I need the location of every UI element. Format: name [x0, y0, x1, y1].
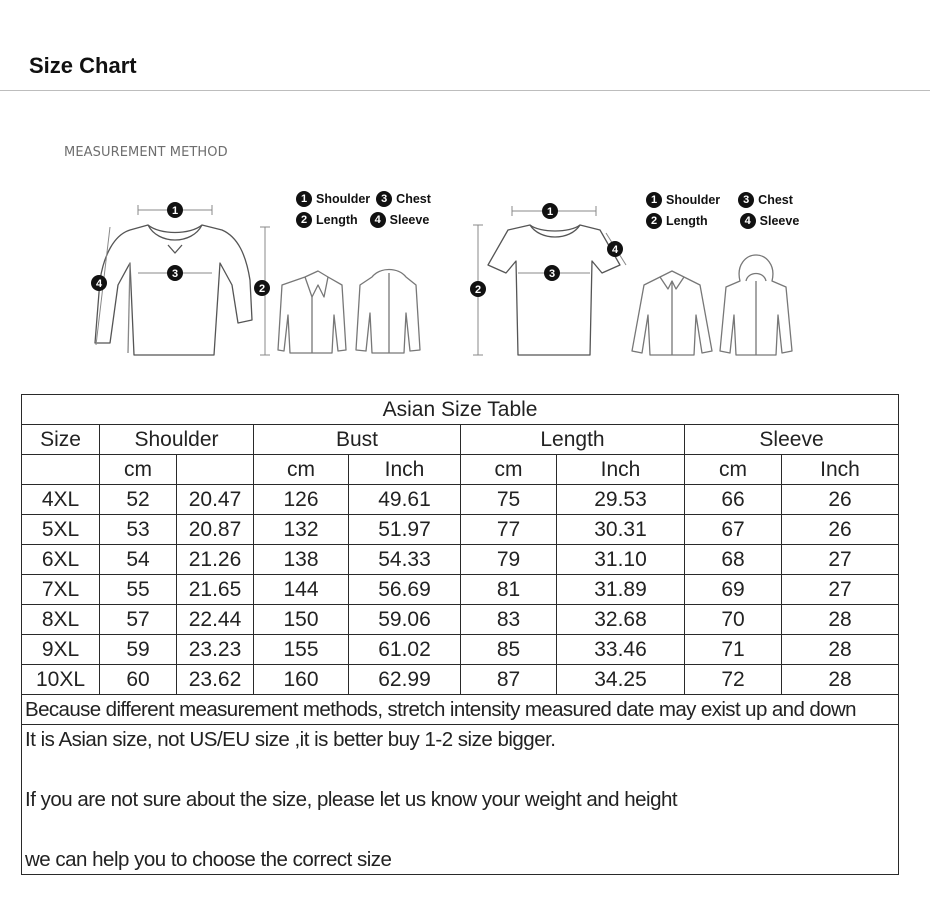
table-cell: 155	[254, 635, 349, 665]
tip-line: If you are not sure about the size, please let us know your weight and height	[25, 788, 678, 811]
table-cell: 59.06	[349, 605, 461, 635]
table-cell: 28	[782, 665, 899, 695]
table-cell: 23.23	[177, 635, 254, 665]
badge-icon: 1	[296, 191, 312, 207]
table-cell: 66	[685, 485, 782, 515]
table-row	[22, 605, 899, 635]
unit-header: cm	[254, 455, 349, 485]
svg-text:1: 1	[171, 205, 179, 217]
header-length: Length	[461, 425, 685, 455]
size-table	[21, 394, 899, 875]
unit-header: cm	[685, 455, 782, 485]
hoodie-illustration	[720, 255, 792, 355]
table-row	[22, 485, 899, 515]
svg-text:3: 3	[171, 268, 179, 280]
table-row	[22, 635, 899, 665]
table-cell: 150	[254, 605, 349, 635]
table-cell: 21.65	[177, 575, 254, 605]
table-cell: 4XL	[22, 485, 100, 515]
svg-text:4: 4	[611, 244, 619, 256]
tip-line: It is Asian size, not US/EU size ,it is better buy 1-2 size bigger.	[25, 728, 556, 751]
table-cell: 34.25	[557, 665, 685, 695]
table-cell: 68	[685, 545, 782, 575]
badge-1-sweatshirt	[167, 202, 183, 218]
table-cell: 6XL	[22, 545, 100, 575]
table-row	[22, 665, 899, 695]
badge-icon: 4	[740, 213, 756, 229]
table-cell: 85	[461, 635, 557, 665]
unit-header: Inch	[782, 455, 899, 485]
badge-icon: 2	[646, 213, 662, 229]
table-cell: 57	[100, 605, 177, 635]
badge-1-tshirt	[542, 203, 558, 219]
header-divider	[0, 90, 930, 91]
legend-length: Length	[316, 212, 358, 227]
table-row	[22, 575, 899, 605]
table-cell: 26	[782, 515, 899, 545]
legend-length: Length	[666, 213, 708, 228]
table-cell: 59	[100, 635, 177, 665]
page-title: Size Chart	[29, 53, 137, 78]
table-cell: 72	[685, 665, 782, 695]
tip-line: we can help you to choose the correct size	[25, 848, 392, 871]
badge-3-tshirt	[544, 265, 560, 281]
table-cell: 27	[782, 575, 899, 605]
badge-2-sweatshirt	[254, 280, 270, 296]
table-cell: 8XL	[22, 605, 100, 635]
table-cell: 60	[100, 665, 177, 695]
table-cell: 28	[782, 635, 899, 665]
legend-chest: Chest	[396, 191, 431, 206]
table-cell: 138	[254, 545, 349, 575]
group-header-row	[22, 425, 899, 455]
tshirt-illustration	[488, 225, 620, 355]
sizing-tips	[22, 725, 899, 875]
svg-text:3: 3	[548, 268, 556, 280]
table-cell: 53	[100, 515, 177, 545]
sweatshirt-illustration	[95, 225, 252, 355]
table-cell: 54.33	[349, 545, 461, 575]
table-cell: 52	[100, 485, 177, 515]
svg-text:1: 1	[546, 206, 554, 218]
table-cell: 49.61	[349, 485, 461, 515]
table-cell: 144	[254, 575, 349, 605]
badge-icon: 4	[370, 212, 386, 228]
table-cell: 28	[782, 605, 899, 635]
badge-4-sweatshirt	[91, 275, 107, 291]
table-cell: 27	[782, 545, 899, 575]
badge-icon: 2	[296, 212, 312, 228]
table-cell: 67	[685, 515, 782, 545]
table-cell: 83	[461, 605, 557, 635]
table-cell: 71	[685, 635, 782, 665]
table-cell: 31.89	[557, 575, 685, 605]
legend-chest: Chest	[758, 192, 793, 207]
badge-icon: 3	[376, 191, 392, 207]
table-cell: 26	[782, 485, 899, 515]
table-cell: 22.44	[177, 605, 254, 635]
blazer-illustration	[278, 271, 346, 353]
header-size: Size	[22, 425, 100, 455]
shirt-illustration	[632, 271, 712, 355]
header-bust: Bust	[254, 425, 461, 455]
table-cell: 126	[254, 485, 349, 515]
table-cell: 9XL	[22, 635, 100, 665]
table-cell: 51.97	[349, 515, 461, 545]
legend-left	[296, 188, 437, 230]
table-cell: 31.10	[557, 545, 685, 575]
table-cell: 20.87	[177, 515, 254, 545]
table-cell: 33.46	[557, 635, 685, 665]
table-cell: 61.02	[349, 635, 461, 665]
legend-shoulder: Shoulder	[316, 191, 371, 206]
table-row	[22, 515, 899, 545]
table-cell: 79	[461, 545, 557, 575]
measurement-note: Because different measurement methods, stretch intensity measured date may exist up and down	[22, 695, 899, 725]
table-title: Asian Size Table	[22, 395, 899, 425]
unit-header-row	[22, 455, 899, 485]
table-cell: 69	[685, 575, 782, 605]
table-cell: 20.47	[177, 485, 254, 515]
unit-header: Inch	[349, 455, 461, 485]
header-shoulder: Shoulder	[100, 425, 254, 455]
table-cell: 10XL	[22, 665, 100, 695]
badge-2-tshirt	[470, 281, 486, 297]
table-cell: 70	[685, 605, 782, 635]
table-cell: 5XL	[22, 515, 100, 545]
table-cell: 77	[461, 515, 557, 545]
badge-4-tshirt	[607, 241, 623, 257]
table-cell: 56.69	[349, 575, 461, 605]
table-cell: 132	[254, 515, 349, 545]
table-cell: 75	[461, 485, 557, 515]
table-cell: 81	[461, 575, 557, 605]
unit-header	[177, 455, 254, 485]
table-cell: 30.31	[557, 515, 685, 545]
svg-text:2: 2	[258, 283, 266, 295]
legend-shoulder: Shoulder	[666, 192, 721, 207]
table-cell: 62.99	[349, 665, 461, 695]
badge-icon: 3	[738, 192, 754, 208]
unit-header	[22, 455, 100, 485]
unit-header: Inch	[557, 455, 685, 485]
legend-sleeve: Sleeve	[389, 212, 430, 227]
svg-text:4: 4	[95, 278, 103, 290]
table-cell: 160	[254, 665, 349, 695]
unit-header: cm	[461, 455, 557, 485]
zip-jacket-illustration	[356, 270, 420, 354]
table-cell: 32.68	[557, 605, 685, 635]
table-cell: 23.62	[177, 665, 254, 695]
badge-icon: 1	[646, 192, 662, 208]
badge-3-sweatshirt	[167, 265, 183, 281]
header-sleeve: Sleeve	[685, 425, 899, 455]
table-row	[22, 545, 899, 575]
table-cell: 87	[461, 665, 557, 695]
unit-header: cm	[100, 455, 177, 485]
svg-text:2: 2	[474, 284, 482, 296]
legend-right	[646, 189, 805, 231]
measurement-method-label: MEASUREMENT METHOD	[64, 145, 228, 160]
table-cell: 55	[100, 575, 177, 605]
table-cell: 21.26	[177, 545, 254, 575]
table-cell: 54	[100, 545, 177, 575]
table-cell: 29.53	[557, 485, 685, 515]
table-cell: 7XL	[22, 575, 100, 605]
legend-sleeve: Sleeve	[759, 213, 800, 228]
